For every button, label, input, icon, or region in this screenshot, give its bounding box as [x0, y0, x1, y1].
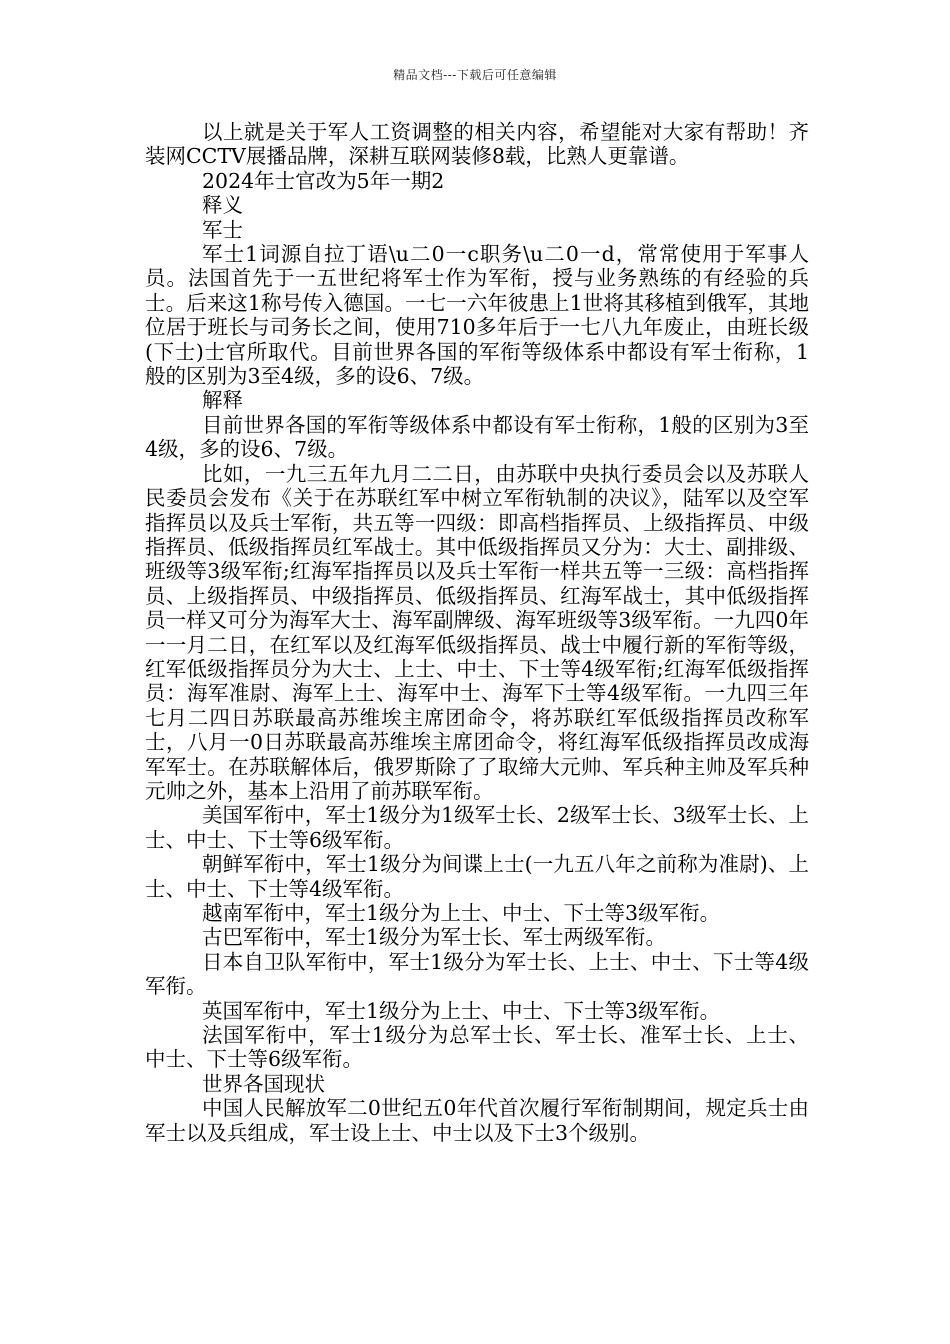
paragraph-intro: 以上就是关于军人工资调整的相关内容，希望能对大家有帮助！齐装网CCTV展播品牌，深耕互联网装修8载，比熟人更靠谱。 [145, 120, 809, 169]
paragraph-usa: 美国军衔中，军士1级分为1级军士长、2级军士长、3级军士长、上士、中士、下士等6级军衔。 [145, 803, 809, 852]
paragraph-cuba: 古巴军衔中，军士1级分为军士长、军士两级军衔。 [202, 925, 667, 950]
section-heading-sergeant: 军士 [202, 217, 243, 242]
section-heading-definition: 释义 [202, 193, 243, 218]
paragraph-uk: 英国军衔中，军士1级分为上士、中士、下士等3级军衔。 [202, 998, 721, 1023]
paragraph-france: 法国军衔中，军士1级分为总军士长、军士长、准军士长、上士、中士、下士等6级军衔。 [145, 1023, 809, 1072]
document-body [145, 120, 809, 1145]
paragraph-etymology: 军士1词源自拉丁语\u二0一c职务\u二0一d，常常使用于军事人员。法国首先于一五世纪将军士作为军衔，授与业务熟练的有经验的兵士。后来这1称号传入德国。一七一六年彼患上1世将其移植到俄军，其地位居于班长与司务长之间，使用710多年后于一七八九年废止，由班长级(下士)士官所取代。目前世界各国的军衔等级体系中都设有军士衔称，1般的区别为3至4级，多的设6、7级。 [145, 242, 809, 389]
section-heading-world-status: 世界各国现状 [202, 1071, 325, 1096]
page-header: 精品文档---下载后可任意编辑 [393, 68, 557, 82]
paragraph-title: 2024年士官改为5年一期2 [202, 168, 445, 193]
paragraph-japan: 日本自卫队军衔中，军士1级分为军士长、上士、中士、下士等4级军衔。 [145, 949, 809, 999]
paragraph-explanation: 目前世界各国的军衔等级体系中都设有军士衔称，1般的区别为3至4级，多的设6、7级。 [145, 412, 809, 462]
paragraph-soviet: 比如，一九三五年九月二二日，由苏联中央执行委员会以及苏联人民委员会发布《关于在苏联红军中树立军衔轨制的决议》，陆军以及空军指挥员以及兵士军衔，共五等一四级：即高档指挥员、上级指挥员、中级指挥员、低级指挥员红军战士。其中低级指挥员又分为：大士、副排级、班级等3级军衔;红海军指挥员以及兵士军衔一样共五等一三级：高档指挥员、上级指挥员、中级指挥员、低级指挥员、红海军战士，其中低级指挥员一样又可分为海军大士、海军副牌级、海军班级等3级军衔。一九四0年一一月二日，在红军以及红海军低级指挥员、战士中履行新的军衔等级，红军低级指挥员分为大士、上士、中士、下士等4级军衔;红海军低级指挥员：海军准尉、海军上士、海军中士、海军下士等4级军衔。一九四三年七月二四日苏联最高苏维埃主席团命令，将苏联红军低级指挥员改称军士，八月一0日苏联最高苏维埃主席团命令，将红海军低级指挥员改成海军军士。在苏联解体后，俄罗斯除了了取缔大元帅、军兵种主帅及军兵种元帅之外，基本上沿用了前苏联军衔。 [145, 461, 809, 803]
paragraph-vietnam: 越南军衔中，军士1级分为上士、中士、下士等3级军衔。 [202, 901, 721, 925]
section-heading-explanation: 解释 [202, 388, 243, 413]
paragraph-china: 中国人民解放军二0世纪五0年代首次履行军衔制期间，规定兵士由军士以及兵组成，军士设上士、中士以及下士3个级别。 [145, 1096, 809, 1145]
paragraph-north-korea: 朝鲜军衔中，军士1级分为间谍上士(一九五八年之前称为准尉)、上士、中士、下士等4级军衔。 [145, 852, 809, 901]
